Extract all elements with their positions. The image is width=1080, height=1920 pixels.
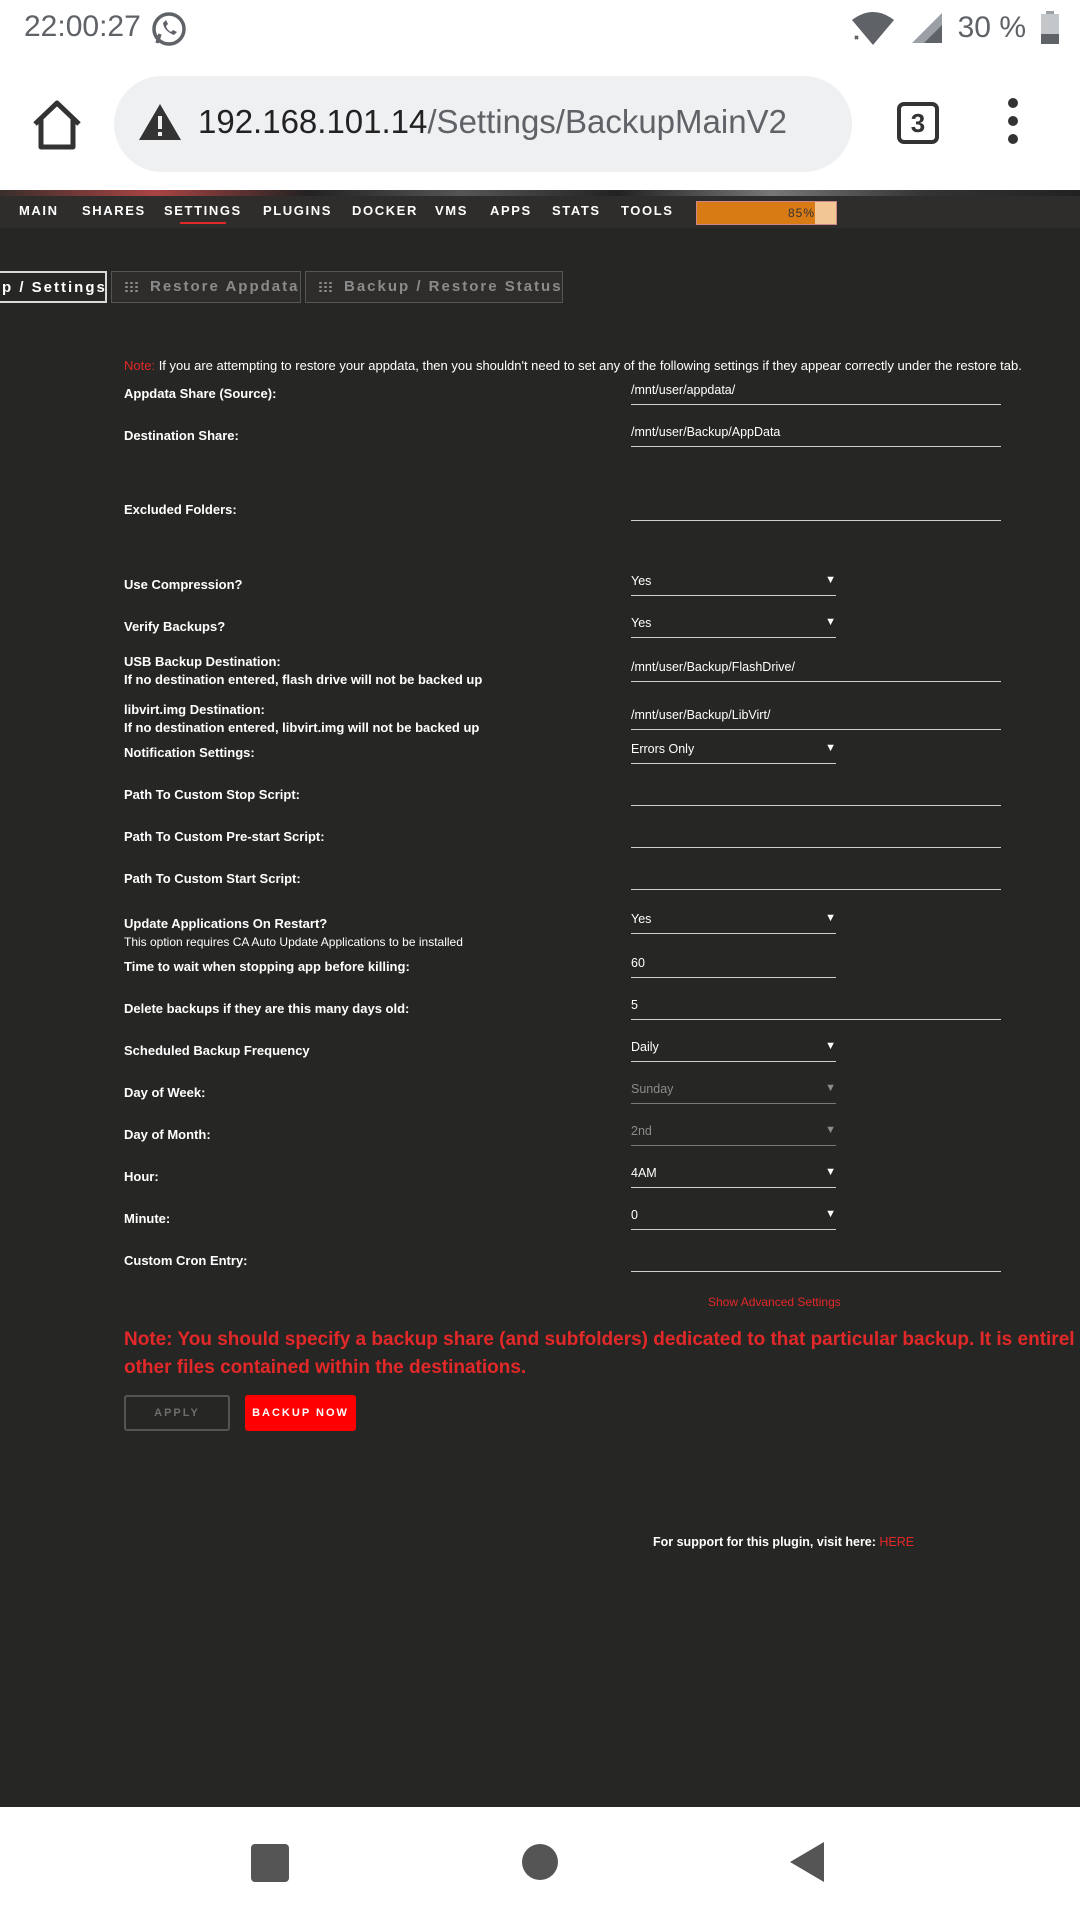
array-usage-bar xyxy=(696,201,837,225)
label-start-script: Path To Custom Start Script: xyxy=(124,871,301,886)
note-text: If you are attempting to restore your appdata, then you shouldn't need to set any of the following settings if they appear correctly under the restore tab. xyxy=(155,358,1022,373)
overflow-menu-icon[interactable] xyxy=(1000,98,1026,152)
day-of-month-select[interactable] xyxy=(631,1118,836,1146)
prestart-script-input[interactable] xyxy=(631,820,1001,848)
whatsapp-icon xyxy=(150,10,188,48)
label-text: USB Backup Destination: xyxy=(124,654,281,669)
select-value: Sunday xyxy=(631,1082,674,1096)
label-help: If no destination entered, flash drive will not be backed up xyxy=(124,672,483,687)
label-libvirt xyxy=(124,701,479,737)
support-link[interactable]: HERE xyxy=(879,1535,915,1549)
warning-line-2: other files contained within the destinations. xyxy=(124,1357,527,1378)
grid-icon xyxy=(318,281,332,292)
excluded-folders-input[interactable] xyxy=(631,493,1001,521)
backup-share-warning xyxy=(124,1326,1080,1382)
url-host: 192.168.101.14 xyxy=(198,103,428,140)
nav-plugins[interactable]: PLUGINS xyxy=(263,203,332,218)
label-delete-days: Delete backups if they are this many days old: xyxy=(124,1001,410,1016)
support-text xyxy=(653,1535,914,1549)
chevron-down-icon: ▼ xyxy=(825,742,836,754)
warning-icon[interactable] xyxy=(138,102,182,142)
tab-label: Restore Appdata xyxy=(150,278,300,295)
nav-tools[interactable]: TOOLS xyxy=(621,203,674,218)
chevron-down-icon: ▼ xyxy=(825,616,836,628)
label-text: Update Applications On Restart? xyxy=(124,916,328,931)
label-excluded-folders: Excluded Folders: xyxy=(124,502,237,517)
wifi-icon xyxy=(850,10,896,46)
destination-share-input[interactable]: /mnt/user/Backup/AppData xyxy=(631,419,1001,447)
label-update-apps xyxy=(124,915,463,951)
appdata-share-input[interactable]: /mnt/user/appdata/ xyxy=(631,377,1001,405)
chevron-down-icon: ▼ xyxy=(825,1082,836,1094)
minute-select[interactable] xyxy=(631,1202,836,1230)
notification-select[interactable] xyxy=(631,736,836,764)
chevron-down-icon: ▼ xyxy=(825,912,836,924)
select-value: Daily xyxy=(631,1040,659,1054)
restore-note xyxy=(124,358,1022,373)
clock: 22:00:27 xyxy=(24,10,141,43)
label-text: libvirt.img Destination: xyxy=(124,702,265,717)
delete-days-input[interactable]: 5 xyxy=(631,992,1001,1020)
label-notification-settings: Notification Settings: xyxy=(124,745,255,760)
select-value: Yes xyxy=(631,616,652,630)
label-hour: Hour: xyxy=(124,1169,159,1184)
recents-icon[interactable] xyxy=(251,1844,289,1882)
address-bar[interactable] xyxy=(114,76,852,172)
label-destination-share: Destination Share: xyxy=(124,428,239,443)
back-icon[interactable] xyxy=(790,1842,824,1882)
usb-backup-input[interactable]: /mnt/user/Backup/FlashDrive/ xyxy=(631,654,1001,682)
select-value: 2nd xyxy=(631,1124,652,1138)
tab-backup-restore-status[interactable] xyxy=(305,271,563,303)
label-help: This option requires CA Auto Update Applications to be installed xyxy=(124,935,463,949)
update-apps-select[interactable] xyxy=(631,906,836,934)
nav-main[interactable]: MAIN xyxy=(19,203,59,218)
tab-backup-settings[interactable] xyxy=(0,271,107,303)
chevron-down-icon: ▼ xyxy=(825,1208,836,1220)
note-prefix: Note: xyxy=(124,358,156,373)
select-value: 4AM xyxy=(631,1166,657,1180)
label-schedule-frequency: Scheduled Backup Frequency xyxy=(124,1043,310,1058)
tab-label: p / Settings xyxy=(2,279,107,296)
chevron-down-icon: ▼ xyxy=(825,574,836,586)
chevron-down-icon: ▼ xyxy=(825,1040,836,1052)
select-value: Yes xyxy=(631,912,652,926)
web-page xyxy=(0,190,1080,1807)
backup-now-button[interactable]: BACKUP NOW xyxy=(245,1395,356,1431)
nav-shares[interactable]: SHARES xyxy=(82,203,146,218)
label-stop-script: Path To Custom Stop Script: xyxy=(124,787,300,802)
label-usb-backup xyxy=(124,653,482,689)
chevron-down-icon: ▼ xyxy=(825,1166,836,1178)
tab-switcher-button[interactable]: 3 xyxy=(897,102,939,144)
select-value: Yes xyxy=(631,574,652,588)
nav-apps[interactable]: APPS xyxy=(490,203,532,218)
custom-cron-input[interactable] xyxy=(631,1244,1001,1272)
select-value: 0 xyxy=(631,1208,638,1222)
support-label: For support for this plugin, visit here: xyxy=(653,1535,880,1549)
start-script-input[interactable] xyxy=(631,862,1001,890)
hour-select[interactable] xyxy=(631,1160,836,1188)
label-wait-time: Time to wait when stopping app before killing: xyxy=(124,959,410,974)
home-icon[interactable] xyxy=(30,98,84,152)
browser-toolbar xyxy=(0,58,1080,190)
nav-vms[interactable]: VMS xyxy=(435,203,468,218)
system-nav-bar xyxy=(0,1807,1080,1920)
chevron-down-icon: ▼ xyxy=(825,1124,836,1136)
show-advanced-settings-link[interactable]: Show Advanced Settings xyxy=(708,1295,841,1309)
label-prestart-script: Path To Custom Pre-start Script: xyxy=(124,829,325,844)
signal-icon xyxy=(910,11,944,45)
nav-settings[interactable]: SETTINGS xyxy=(164,203,242,218)
select-value: Errors Only xyxy=(631,742,695,756)
label-day-of-month: Day of Month: xyxy=(124,1127,211,1142)
verify-backups-select[interactable] xyxy=(631,610,836,638)
url-path: /Settings/BackupMainV2 xyxy=(427,103,787,140)
url-text[interactable] xyxy=(198,103,787,141)
day-of-week-select[interactable] xyxy=(631,1076,836,1104)
stop-script-input[interactable] xyxy=(631,778,1001,806)
battery-icon xyxy=(1040,11,1060,45)
usage-label: 85% xyxy=(787,206,815,220)
label-appdata-share: Appdata Share (Source): xyxy=(124,386,277,401)
top-nav xyxy=(0,196,1080,228)
label-day-of-week: Day of Week: xyxy=(124,1085,206,1100)
grid-icon xyxy=(124,281,138,292)
status-bar xyxy=(0,0,1080,58)
nav-stats[interactable]: STATS xyxy=(552,203,601,218)
tab-restore-appdata[interactable] xyxy=(111,271,301,303)
label-use-compression: Use Compression? xyxy=(124,577,243,592)
home-circle-icon[interactable] xyxy=(522,1844,558,1880)
label-custom-cron: Custom Cron Entry: xyxy=(124,1253,248,1268)
nav-docker[interactable]: DOCKER xyxy=(352,203,418,218)
use-compression-select[interactable] xyxy=(631,568,836,596)
libvirt-input[interactable]: /mnt/user/Backup/LibVirt/ xyxy=(631,702,1001,730)
label-minute: Minute: xyxy=(124,1211,171,1226)
apply-button[interactable]: APPLY xyxy=(124,1395,230,1431)
warning-line-1: Note: You should specify a backup share (and subfolders) dedicated to that particular backup. It is entirel xyxy=(124,1329,1075,1350)
battery-percent: 30 % xyxy=(957,11,1026,44)
label-verify-backups: Verify Backups? xyxy=(124,619,226,634)
label-help: If no destination entered, libvirt.img will not be backed up xyxy=(124,720,480,735)
schedule-frequency-select[interactable] xyxy=(631,1034,836,1062)
tab-label: Backup / Restore Status xyxy=(344,278,563,295)
wait-time-input[interactable]: 60 xyxy=(631,950,836,978)
